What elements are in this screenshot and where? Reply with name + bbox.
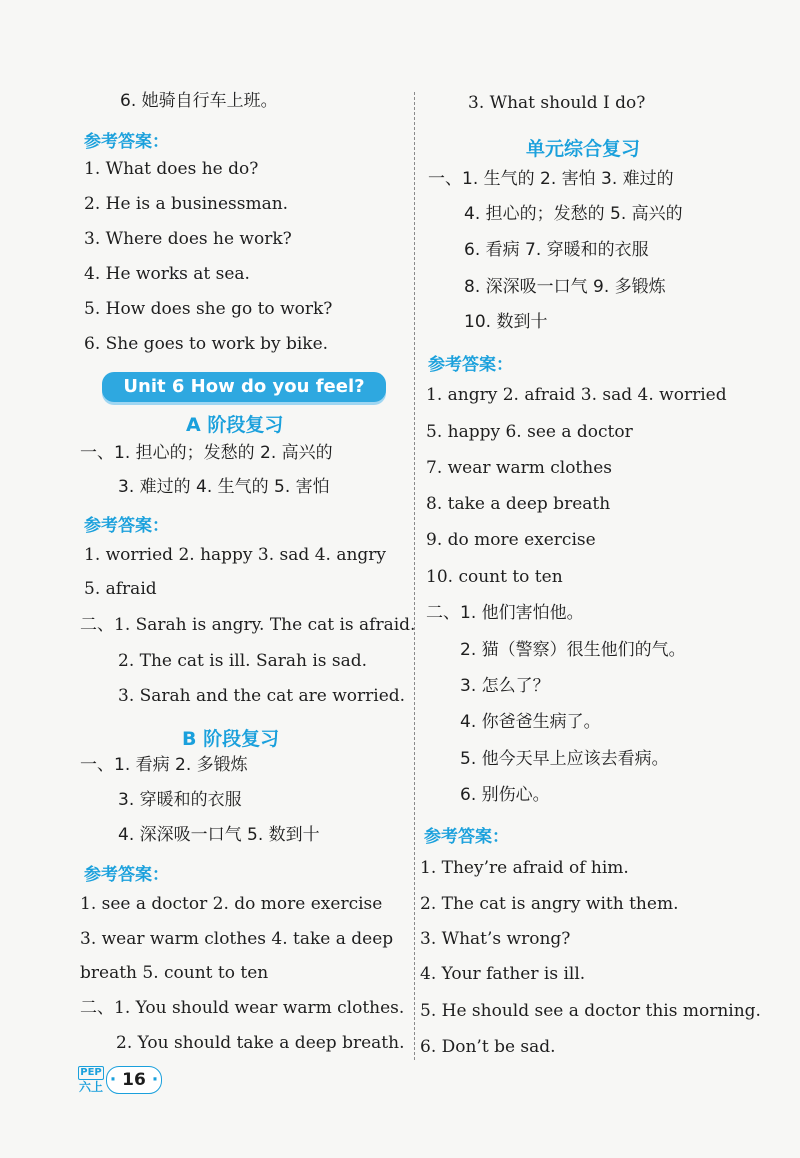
answer-line: 5. How does she go to work? xyxy=(84,299,333,319)
exercise-line: 2. The cat is ill. Sarah is sad. xyxy=(118,651,368,671)
answer-line: 10. count to ten xyxy=(426,567,563,587)
answer-key-label: 参考答案： xyxy=(84,865,169,885)
exercise-line: 一、1. 担心的；发愁的 2. 高兴的 xyxy=(80,443,333,463)
section-a-heading: A 阶段复习 xyxy=(186,414,284,436)
answer-key-label: 参考答案： xyxy=(428,355,513,375)
page-number-badge xyxy=(106,1066,162,1094)
exercise-line: 3. 难过的 4. 生气的 5. 害怕 xyxy=(118,477,330,497)
exercise-line: 4. 深深吸一口气 5. 数到十 xyxy=(118,825,320,845)
exercise-line: 4. 担心的；发愁的 5. 高兴的 xyxy=(464,204,683,224)
exercise-line: 一、1. 生气的 2. 害怕 3. 难过的 xyxy=(428,169,674,189)
answer-line: 1. worried 2. happy 3. sad 4. angry xyxy=(84,545,387,565)
unit-review-heading: 单元综合复习 xyxy=(526,138,641,160)
edition-label: PEP xyxy=(80,1067,102,1078)
exercise-line: 二、1. 他们害怕他。 xyxy=(426,603,584,623)
answer-line: 6. Don’t be sad. xyxy=(420,1037,556,1057)
answer-key-label: 参考答案： xyxy=(84,132,169,152)
page-number: 16 xyxy=(122,1070,146,1090)
exercise-line: 5. 他今天早上应该去看病。 xyxy=(460,749,669,769)
answer-line: 3. Where does he work? xyxy=(84,229,292,249)
answer-line: 6. She goes to work by bike. xyxy=(84,334,329,354)
answer-line: 4. He works at sea. xyxy=(84,264,250,284)
prev-item: 3. What should I do? xyxy=(468,93,646,113)
exercise-line: 3. 穿暖和的衣服 xyxy=(118,790,242,810)
grade-label: 六上 xyxy=(78,1080,103,1094)
answer-key-label: 参考答案： xyxy=(424,827,509,847)
dot-icon: · xyxy=(109,1070,117,1090)
exercise-line: 一、1. 看病 2. 多锻炼 xyxy=(80,755,248,775)
answer-line: 1. see a doctor 2. do more exercise xyxy=(80,894,383,914)
answer-line: 8. take a deep breath xyxy=(426,494,611,514)
exercise-line: 8. 深深吸一口气 9. 多锻炼 xyxy=(464,277,666,297)
answer-line: 3. wear warm clothes 4. take a deep xyxy=(80,929,394,949)
exercise-line: 2. You should take a deep breath. xyxy=(116,1033,405,1053)
answer-line: 2. The cat is angry with them. xyxy=(420,894,679,914)
answer-line: 1. What does he do? xyxy=(84,159,259,179)
answer-line: breath 5. count to ten xyxy=(80,963,269,983)
answer-line: 1. angry 2. afraid 3. sad 4. worried xyxy=(426,385,727,405)
answer-line: 5. He should see a doctor this morning. xyxy=(420,1001,761,1021)
exercise-line: 二、1. You should wear warm clothes. xyxy=(80,998,405,1018)
exercise-line: 3. Sarah and the cat are worried. xyxy=(118,686,406,706)
answer-key-label: 参考答案： xyxy=(84,516,169,536)
prev-item: 6. 她骑自行车上班。 xyxy=(120,91,278,111)
answer-line: 9. do more exercise xyxy=(426,530,596,550)
exercise-line: 2. 猫（警察）很生他们的气。 xyxy=(460,640,686,660)
exercise-line: 3. 怎么了？ xyxy=(460,676,550,696)
exercise-line: 6. 别伤心。 xyxy=(460,785,550,805)
answer-line: 1. They’re afraid of him. xyxy=(420,858,629,878)
section-b-heading: B 阶段复习 xyxy=(182,728,280,750)
exercise-line: 4. 你爸爸生病了。 xyxy=(460,712,601,732)
unit-title-banner: Unit 6 How do you feel? xyxy=(102,372,386,402)
edition-badge xyxy=(78,1066,104,1094)
exercise-line: 二、1. Sarah is angry. The cat is afraid. xyxy=(80,615,416,635)
answer-line: 5. happy 6. see a doctor xyxy=(426,422,633,442)
column-divider xyxy=(414,92,415,1060)
answer-line: 4. Your father is ill. xyxy=(420,964,586,984)
answer-line: 5. afraid xyxy=(84,579,157,599)
dot-icon: · xyxy=(151,1070,159,1090)
answer-line: 7. wear warm clothes xyxy=(426,458,612,478)
exercise-line: 10. 数到十 xyxy=(464,312,548,332)
exercise-line: 6. 看病 7. 穿暖和的衣服 xyxy=(464,240,649,260)
answer-line: 3. What’s wrong? xyxy=(420,929,571,949)
answer-line: 2. He is a businessman. xyxy=(84,194,289,214)
